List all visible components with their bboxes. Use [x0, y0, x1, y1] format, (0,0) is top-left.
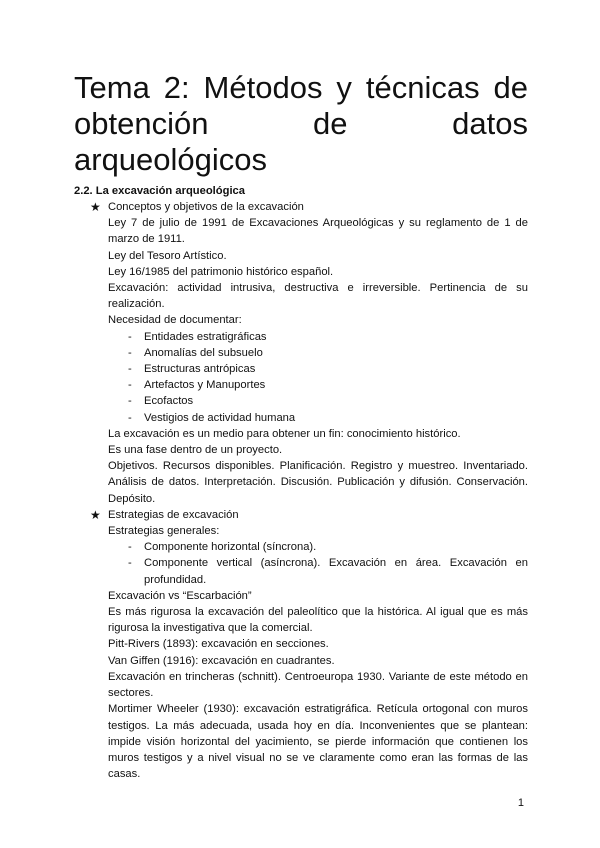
list-item — [74, 361, 528, 377]
paragraph: Objetivos. Recursos disponibles. Planificación. Registro y muestreo. Inventariado. Análisis de datos. Interpretación. Discusión. Publicación y difusión. Conservación. Depósito. — [108, 460, 528, 505]
paragraph: Excavación: actividad intrusiva, destructiva e irreversible. Pertinencia de su realización. — [108, 282, 528, 311]
dash-bullet: - — [128, 363, 132, 376]
dash-bullet: - — [128, 346, 132, 359]
paragraph: La excavación es un medio para obtener un fin: conocimiento histórico. — [108, 427, 461, 440]
list-item-text: Estructuras antrópicas — [144, 363, 256, 376]
paragraph: Excavación en trincheras (schnitt). Centroeuropa 1930. Variante de este método en sectores. — [108, 670, 528, 700]
section-heading: 2.2. La excavación arqueológica — [74, 185, 245, 197]
paragraph: Estrategias generales: — [108, 525, 220, 538]
bullet-heading-strategies — [74, 507, 528, 523]
dash-bullet: - — [128, 395, 132, 408]
list-item-text: Componente vertical (asíncrona). Excavación en área. Excavación en profundidad. — [144, 557, 528, 586]
paragraph: Necesidad de documentar: — [108, 314, 242, 327]
bullet-heading-text: Estrategias de excavación — [108, 508, 239, 521]
paragraph: Es más rigurosa la excavación del paleolítico que la histórica. Al igual que es más rigurosa la investigativa que la comercial. — [108, 606, 528, 635]
title-line-2: obtención de datos arqueológicos — [74, 106, 528, 177]
paragraph: Van Giffen (1916): excavación en cuadrantes. — [108, 654, 335, 667]
list-item — [74, 393, 528, 409]
paragraph: Ley del Tesoro Artístico. — [108, 249, 227, 262]
paragraph: Mortimer Wheeler (1930): excavación estratigráfica. Retícula ortogonal con muros testigos. La más adecuada, usada hoy en día. Inconvenientes que se plantean: impide visión horizontal del yacimiento, se pierde información que contienen los muros testigos y a nivel visual no se ve claramente como eran las formas de las casas. — [108, 703, 528, 781]
dash-bullet: - — [128, 541, 132, 554]
list-item-text: Entidades estratigráficas — [144, 330, 267, 343]
star-bullet-icon: ★ — [90, 507, 101, 522]
list-item — [74, 377, 528, 393]
bullet-heading-text: Conceptos y objetivos de la excavación — [108, 201, 304, 213]
paragraph: Excavación vs “Escarbación” — [108, 589, 252, 602]
list-item-text: Anomalías del subsuelo — [144, 346, 263, 359]
title-line-1: Tema 2: Métodos y técnicas de — [74, 70, 528, 105]
list-item-text: Componente horizontal (síncrona). — [144, 541, 317, 554]
paragraph: Es una fase dentro de un proyecto. — [108, 444, 283, 457]
page-number: 1 — [517, 797, 524, 809]
list-item — [74, 555, 528, 587]
list-item-text: Artefactos y Manuportes — [144, 379, 266, 392]
dash-bullet: - — [128, 330, 132, 343]
paragraph: Ley 16/1985 del patrimonio histórico español. — [108, 265, 334, 278]
dash-bullet: - — [128, 557, 132, 570]
list-item-text: Ecofactos — [144, 395, 194, 408]
dash-bullet: - — [128, 411, 132, 424]
dash-bullet: - — [128, 379, 132, 392]
document-page — [74, 70, 528, 782]
list-item-text: Vestigios de actividad humana — [144, 411, 296, 424]
list-item — [74, 410, 528, 426]
list-item — [74, 329, 528, 345]
list-item — [74, 345, 528, 361]
star-bullet-icon: ★ — [90, 200, 101, 214]
paragraph: Ley 7 de julio de 1991 de Excavaciones Arqueológicas y su reglamento de 1 de marzo de 1911. — [108, 217, 528, 246]
bullet-heading-concepts — [74, 199, 528, 215]
page-title — [74, 70, 528, 178]
paragraph: Pitt-Rivers (1893): excavación en secciones. — [108, 638, 329, 651]
list-item — [74, 539, 528, 555]
